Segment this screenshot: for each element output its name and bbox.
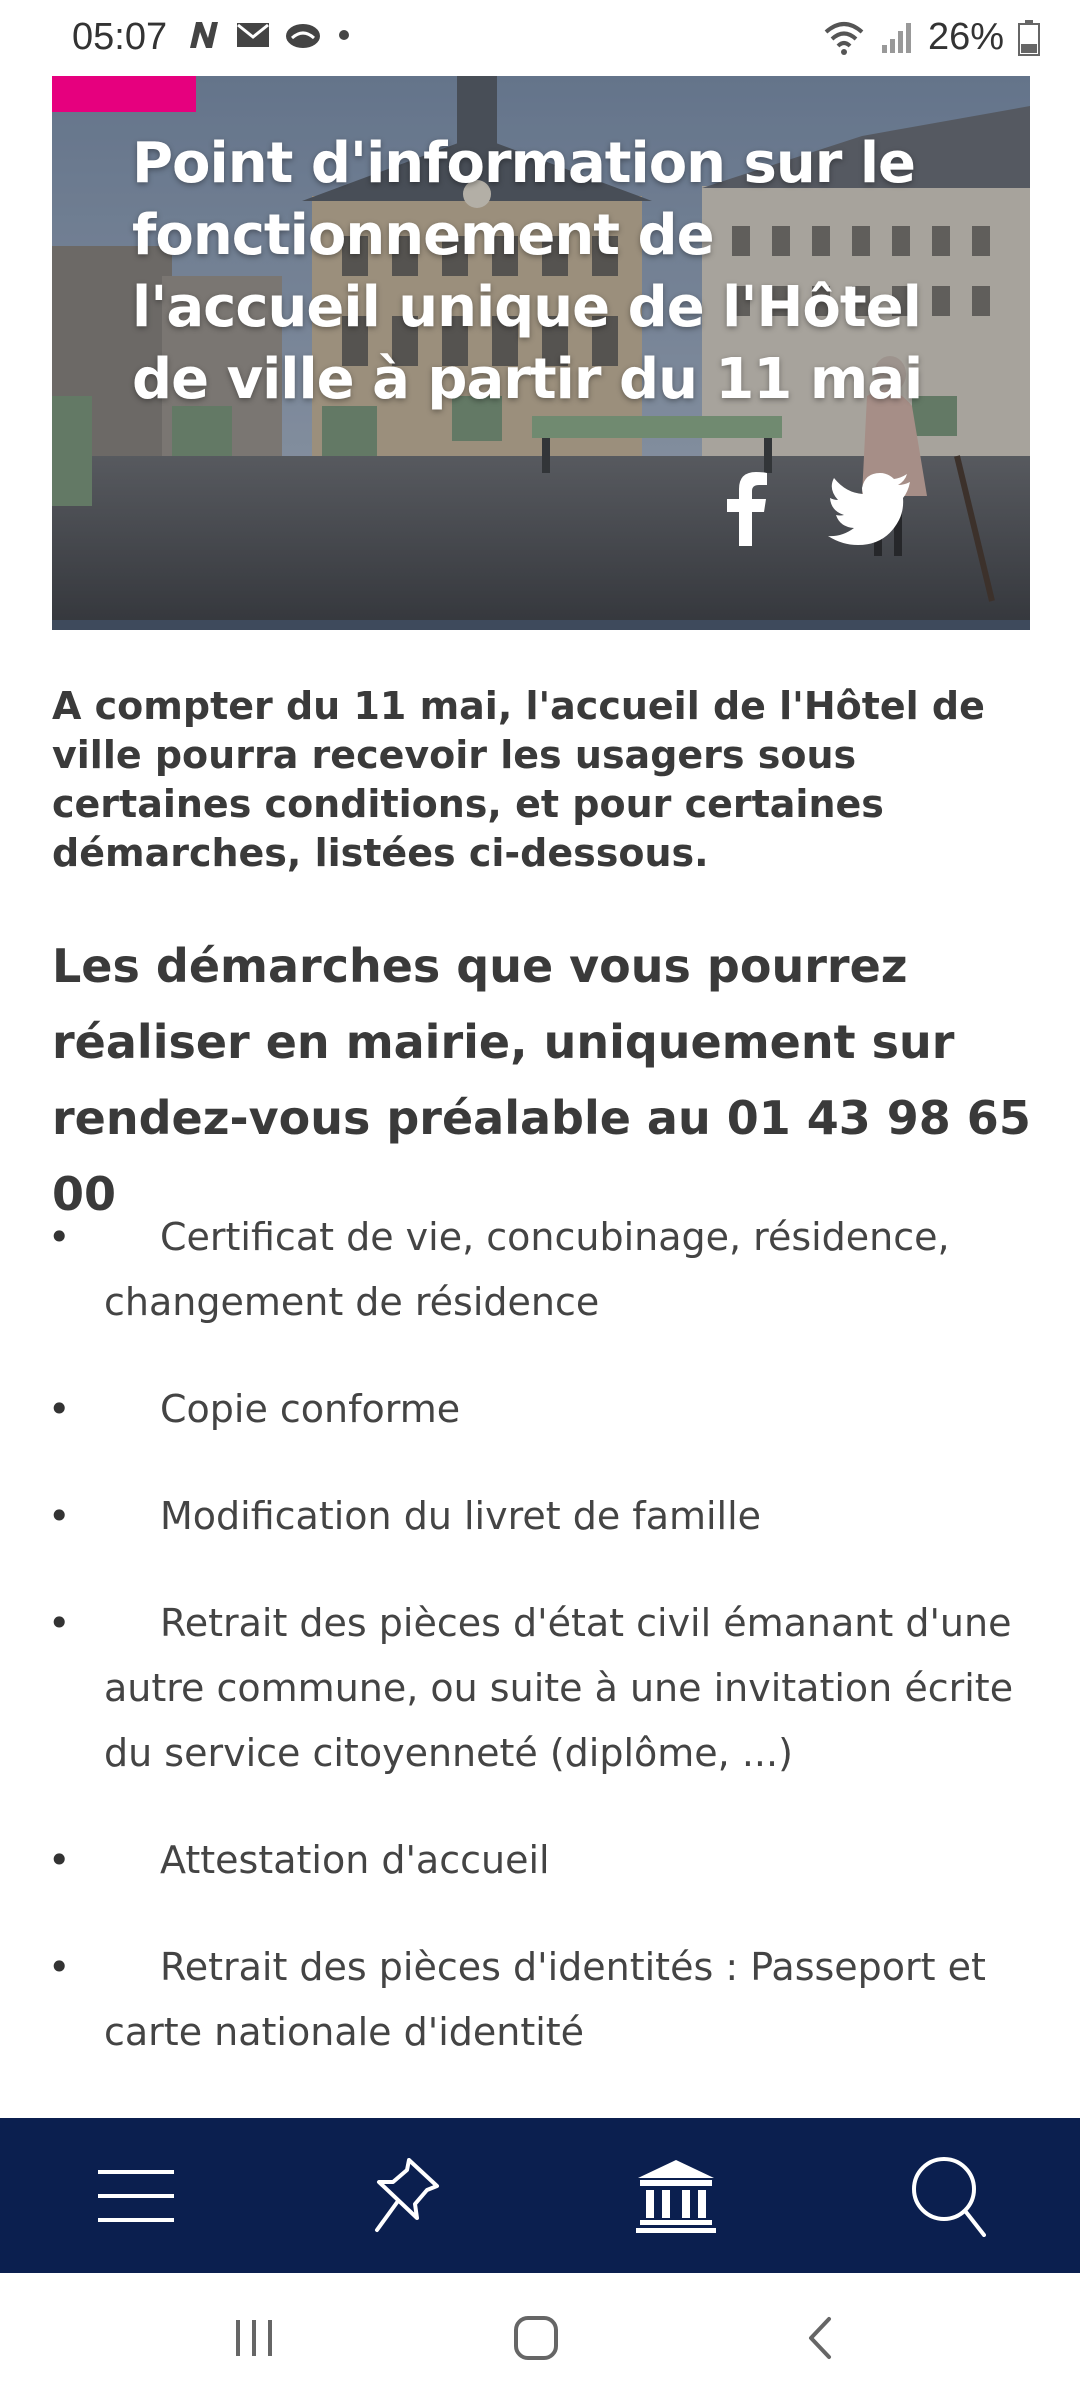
accent-bar	[52, 76, 196, 112]
dot-icon	[336, 27, 352, 43]
mail-icon	[236, 21, 270, 49]
pin-button[interactable]	[326, 2118, 486, 2273]
system-status-icons	[822, 16, 1040, 59]
list-item: • Modification du livret de famille	[104, 1484, 1034, 1549]
back-button[interactable]	[780, 2303, 860, 2373]
status-time: 05:07	[72, 16, 168, 58]
signal-icon	[880, 21, 914, 55]
list-item: • Retrait des pièces d'état civil émanant d'une autre commune, ou suite à une invitation écrite du service citoyenneté (diplôme, ...)	[104, 1591, 1034, 1786]
status-bar	[0, 0, 1080, 76]
wifi-icon	[822, 20, 866, 56]
recent-apps-button[interactable]	[214, 2303, 294, 2373]
n-icon	[186, 20, 222, 50]
article-hero	[52, 76, 1030, 630]
bottom-nav	[0, 2118, 1080, 2273]
menu-button[interactable]	[56, 2118, 216, 2273]
notification-icons	[186, 20, 352, 50]
article-title: Point d'information sur le fonctionnement de l'accueil unique de l'Hôtel de ville à partir du 11 mai	[132, 131, 923, 412]
menu-icon	[98, 2168, 174, 2224]
list-item: • Retrait des pièces d'identités : Passeport et carte nationale d'identité	[104, 1935, 1034, 2065]
home-icon	[513, 2315, 559, 2361]
list-item: • Copie conforme	[104, 1377, 1034, 1442]
back-icon	[805, 2316, 835, 2360]
twitter-icon	[824, 470, 914, 550]
twitter-share-button[interactable]	[824, 470, 914, 550]
facebook-icon	[712, 468, 782, 548]
battery-icon	[1018, 20, 1040, 56]
search-button[interactable]	[868, 2118, 1028, 2273]
section-heading: Les démarches que vous pourrez réaliser en mairie, uniquement sur rendez-vous préalable au 01 43 98 65 00	[52, 939, 1031, 1221]
system-nav-bar	[0, 2273, 1080, 2400]
battery-percent: 26%	[927, 16, 1004, 58]
search-icon	[910, 2155, 986, 2237]
article-intro: A compter du 11 mai, l'accueil de l'Hôtel de ville pourra recevoir les usagers sous certaines conditions, et pour certaines démarches, listées ci-dessous.	[52, 684, 985, 875]
facebook-share-button[interactable]	[712, 468, 782, 548]
home-button[interactable]	[496, 2303, 576, 2373]
town-hall-button[interactable]	[596, 2118, 756, 2273]
cloud-icon	[284, 20, 322, 50]
recent-apps-icon	[232, 2318, 276, 2358]
pin-icon	[371, 2156, 441, 2236]
steps-list	[104, 1205, 1034, 2107]
list-item: • Certificat de vie, concubinage, résidence, changement de résidence	[104, 1205, 1034, 1335]
hero-underline	[52, 620, 1030, 630]
list-item: • Attestation d'accueil	[104, 1828, 1034, 1893]
town-hall-icon	[636, 2158, 716, 2234]
